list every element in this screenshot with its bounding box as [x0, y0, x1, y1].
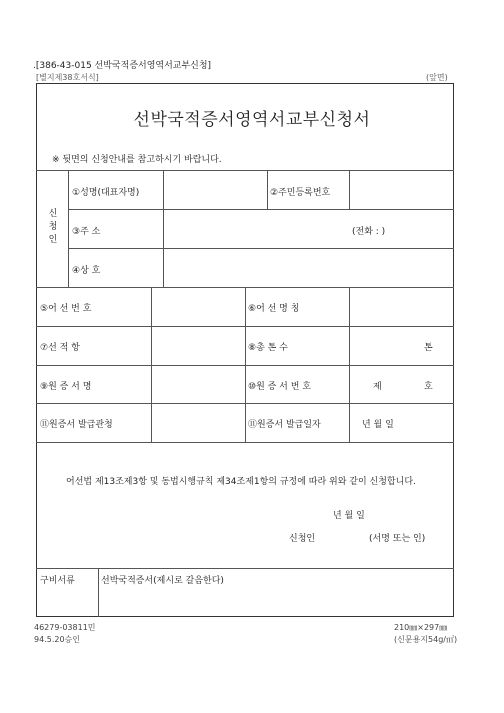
business-name-field[interactable] [164, 249, 453, 286]
address-field[interactable] [164, 210, 350, 247]
issuing-office-label: ⑪원증서 발급관청 [40, 420, 113, 430]
divider [267, 170, 268, 209]
original-cert-number-field[interactable] [385, 366, 421, 402]
paper-size: 210㎜×297㎜ [394, 623, 448, 632]
vessel-name-field[interactable] [350, 288, 453, 325]
divider [98, 568, 99, 617]
original-cert-name-label: ⑨원 증 서 명 [40, 382, 92, 392]
resident-id-label: ②주민등록번호 [270, 188, 331, 198]
attachments-value: 선박국적증서(제시로 갈음한다) [101, 576, 224, 586]
address-label: ③주 소 [72, 227, 101, 237]
declaration-date: 년 월 일 [333, 511, 365, 521]
applicant-sign-label: 신청인 [289, 534, 316, 544]
original-cert-number-label: ⑩원 증 서 번 호 [248, 382, 311, 392]
gross-tonnage-field[interactable] [350, 327, 420, 364]
cert-number-suffix: 호 [424, 382, 433, 392]
issue-date-value: 년 월 일 [362, 420, 394, 430]
issue-date-label: ⑪원증서 발급일자 [248, 420, 321, 430]
original-cert-name-field[interactable] [152, 366, 244, 402]
fishing-vessel-number-label: ⑤어 선 번 호 [40, 304, 92, 314]
page-side-label: (앞면) [426, 73, 448, 82]
applicant-name-label: ①성명(대표자명) [72, 188, 140, 198]
signature-label: (서명 또는 인) [369, 534, 426, 544]
cert-number-prefix: 제 [373, 382, 382, 392]
declaration-statement: 어선법 제13조제3항 및 동법시행규칙 제34조제1항의 규정에 따라 위와 같이 신청합니다. [66, 477, 416, 487]
applicant-group-label: 신 청 인 [48, 209, 58, 246]
divider [36, 442, 454, 443]
vessel-name-label: ⑥어 선 명 칭 [248, 304, 300, 314]
registry-port-label: ⑦선 적 항 [40, 343, 80, 353]
registry-port-field[interactable] [152, 327, 244, 364]
divider [245, 287, 246, 442]
fishing-vessel-number-field[interactable] [152, 288, 244, 325]
form-code-line: .[386-43-015 선박국적증서영역서교부신청] [33, 61, 212, 71]
issuing-office-field[interactable] [152, 404, 244, 441]
gross-tonnage-label: ⑧총 톤 수 [248, 343, 288, 353]
paper-type: (신문용지54g/㎡) [394, 635, 458, 644]
resident-id-field[interactable] [350, 171, 453, 208]
applicant-name-field[interactable] [164, 171, 266, 208]
business-name-label: ④상 호 [72, 266, 101, 276]
tonnage-unit: 톤 [424, 343, 433, 353]
applicant-sign-field[interactable] [318, 526, 366, 542]
divider [68, 170, 69, 287]
form-title: 선박국적증서영역서교부신청서 [133, 110, 371, 130]
phone-label: (전화 : ) [352, 227, 386, 237]
notice-text: ※ 뒷면의 신청안내를 참고하시기 바랍니다. [52, 155, 222, 165]
print-code: 46279-03811민 [34, 623, 96, 632]
approval-date: 94.5.20승인 [34, 635, 80, 644]
form-number-label: [별지제38호서식] [36, 73, 99, 82]
attachments-label: 구비서류 [40, 576, 75, 586]
